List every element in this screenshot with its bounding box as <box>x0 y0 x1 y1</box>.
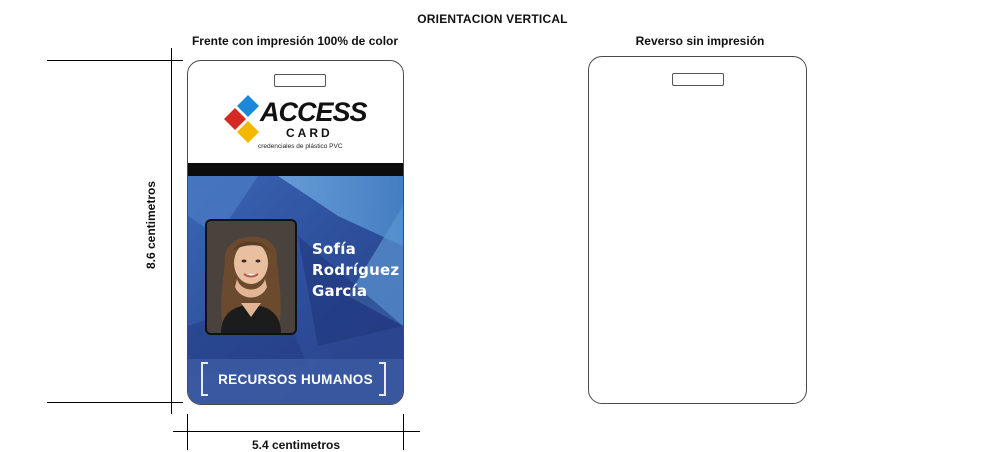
front-caption: Frente con impresión 100% de color <box>191 34 399 48</box>
logo-word: ACCESS <box>260 97 367 127</box>
black-stripe <box>188 163 403 176</box>
dimension-width-line <box>173 431 420 432</box>
lanyard-slot <box>672 73 724 86</box>
holder-photo <box>205 219 297 335</box>
department-label: RECURSOS HUMANOS <box>218 372 373 387</box>
diagram-title: ORIENTACION VERTICAL <box>417 12 568 26</box>
logo-sub: CARD <box>286 126 333 140</box>
holder-last-name-1: Rodríguez <box>312 261 400 279</box>
dimension-bottom-line <box>47 402 183 403</box>
width-dimension-label: 5.4 centimetros <box>251 438 341 452</box>
holder-last-name-2: García <box>312 282 368 300</box>
dimension-top-line <box>47 60 183 61</box>
access-card-logo <box>188 87 403 162</box>
portrait-image <box>207 221 295 333</box>
logo-tagline: credenciales de plástico PVC <box>258 143 343 150</box>
lanyard-slot <box>274 74 326 87</box>
height-dimension-label: 8.6 centimetros <box>144 180 158 270</box>
holder-first-name: Sofía <box>312 240 356 258</box>
dimension-height-line <box>171 48 172 414</box>
back-card <box>588 56 807 404</box>
front-card <box>187 60 404 405</box>
back-caption: Reverso sin impresión <box>635 34 765 48</box>
